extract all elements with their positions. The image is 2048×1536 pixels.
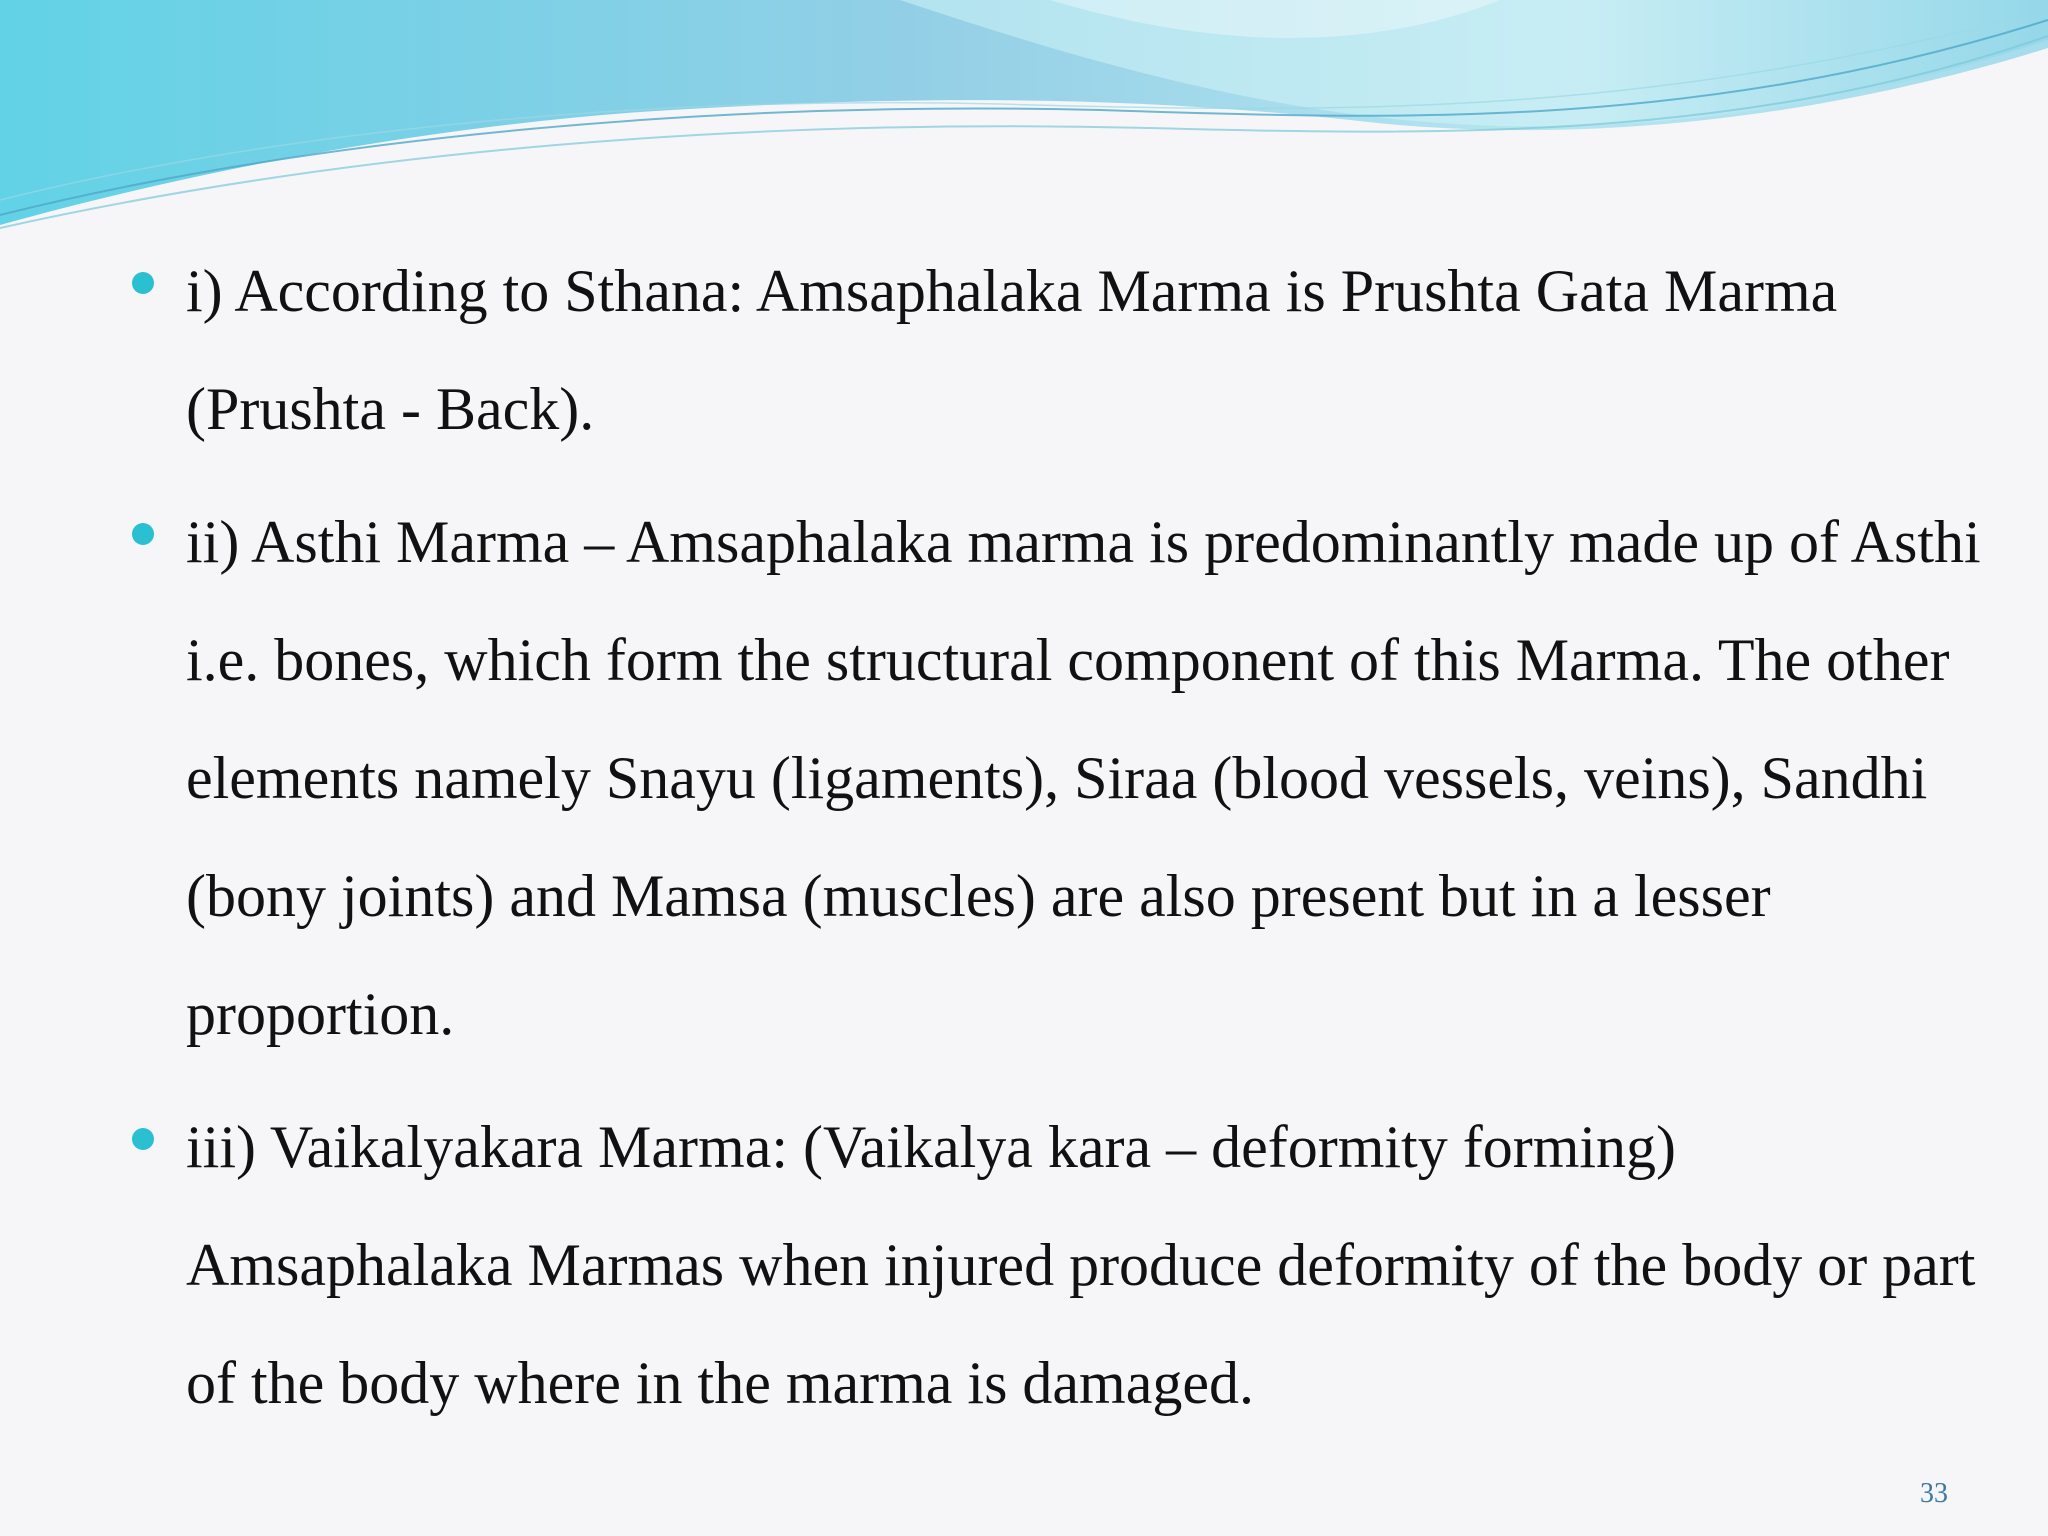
bullet-dot-icon — [132, 272, 154, 294]
bullet-dot-icon — [132, 523, 154, 545]
bullet-item-sthana — [128, 232, 1988, 468]
wave-banner — [0, 0, 2048, 240]
bullet-item-vaikalyakara-marma — [128, 1088, 1988, 1442]
slide-number: 33 — [1920, 1478, 1948, 1509]
bullet-item-asthi-marma — [128, 483, 1988, 1073]
bullet-text: iii) Vaikalyakara Marma: (Vaikalya kara – deformity forming) Amsaphalaka Marmas when injured produce deformity of the body or part of the body where in the marma is damaged. — [186, 1114, 1976, 1416]
bullet-list — [128, 232, 1988, 1457]
bullet-text: i) According to Sthana: Amsaphalaka Marma is Prushta Gata Marma (Prushta - Back). — [186, 258, 1838, 442]
bullet-text: ii) Asthi Marma – Amsaphalaka marma is predominantly made up of Asthi i.e. bones, which form the structural component of this Marma. The other elements namely Snayu (ligaments), Siraa (blood vessels, veins), Sandhi (bony joints) and Mamsa (muscles) are also present but in a lesser proportion. — [186, 509, 1981, 1047]
bullet-dot-icon — [132, 1128, 154, 1150]
